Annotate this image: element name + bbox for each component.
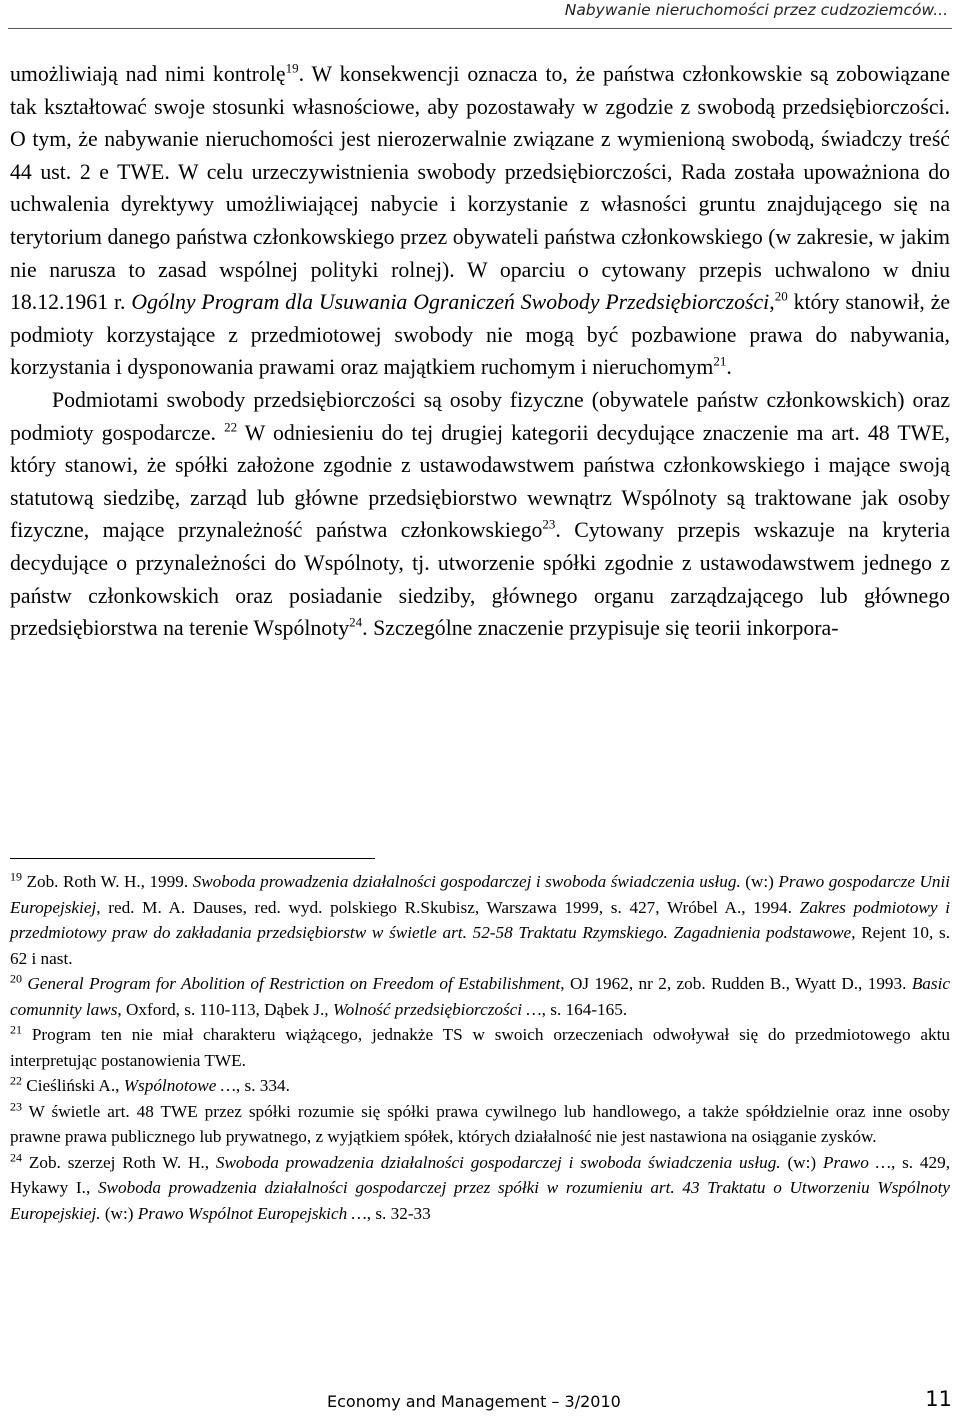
italic-title: Wolność przedsiębiorczości … [332,999,542,1019]
text-run: (w:) [100,1203,138,1223]
footnote-23 [10,1099,950,1150]
text-run: Podmiotami swobody przedsiębiorczości są osoby fizyczne (obywatele państw członkowskich) oraz podmioty gospodarcze. [10,387,950,445]
italic-title: Ogólny Program dla Usuwania Ograniczeń Swobody Przedsiębiorczości [131,290,770,315]
text-run: który stanowił, że podmioty korzystające z przedmiotowej swobody nie mogą być pozbawione prawa do nabywania, korzystania i dysponowania prawami oraz majątkiem ruchomym i nieruchomym [10,290,950,380]
text-run: Zob. szerzej Roth W. H., [22,1152,216,1172]
text-run: (w:) [780,1152,823,1172]
footnote-20 [10,971,950,1022]
main-text [10,58,950,645]
text-run: . W konsekwencji oznacza to, że państwa członkowskie są zobowiązane tak kształtować swoje stosunki własnościowe, aby pozostawały w zgodzie z swobodą przedsiębiorczości. O tym, że nabywanie nieruchomości jest nierozerwalnie związane z wymienioną swobodą, świadczy treść 44 ust. 2 e TWE. W celu urzeczywistnienia swobody przedsiębiorczości, Rada została upoważniona do uchwalenia dyrektywy umożliwiającej nabycie i korzystanie z własności gruntu znajdującego się na terytorium danego państwa członkowskiego przez obywateli państwa członkowskiego (w zakresie, w jakim nie narusza to zasad wspólnej polityki rolnej). W oparciu o cytowany przepis uchwalono w dniu 18.12.1961 r. [10,62,950,315]
footnote-separator [10,858,375,859]
italic-title: General Program for Abolition of Restriction on Freedom of Estabilishment [22,974,561,993]
header-divider [8,28,952,29]
text-run: . [726,355,732,380]
text-run: , s. 334. [235,1076,290,1095]
italic-title: Wspólnotowe … [123,1076,236,1095]
footnote-number: 23 [10,1098,22,1113]
text-run: , Oxford, s. 110-113, Dąbek J., [117,999,333,1019]
text-run: W odniesieniu do tej drugiej kategorii decydujące znaczenie ma art. 48 TWE, który stanowi, że spółki założone zgodnie z ustawodawstwem państwa członkowskiego i mające swoją statutową siedzibę, zarząd lub główne przedsiębiorstwo wewnątrz Wspólnoty są traktowane jak osoby fizyczne, mające przynależność państwa członkowskiego [10,420,950,543]
page-footer [0,1386,960,1414]
italic-title: Prawo Wspólnot Europejskich … [137,1203,367,1223]
italic-title: Zakres podmiotowy i przedmiotowy praw do zakładania przedsiębiorstw w świetle art. 52-58 Traktatu Rzymskiego. Zagadnienia podstawowe [10,897,950,942]
footnote-number: 22 [10,1073,22,1088]
footnote-ref-24[interactable]: 24 [349,614,363,630]
italic-title: Swoboda prowadzenia działalności gospodarczej i swoboda świadczenia usług. [192,872,741,891]
italic-title: Basic comunnity laws [10,974,950,1019]
footnote-ref-22[interactable]: 22 [224,419,238,435]
text-run: , s. 32-33 [366,1203,431,1223]
italic-title: Swoboda prowadzenia działalności gospodarczej przez spółki w rozumieniu art. 43 Traktatu o Utworzeniu Wspólnoty Europejskiej. [10,1178,950,1223]
text-run: . Cytowany przepis wskazuje na kryteria decydujące o przynależności do Wspólnoty, tj. utworzenie spółki zgodnie z ustawodawstwem jednego z państw członkowskich oraz posiadanie siedziby, głównego organu zarządzającego lub głównego przedsiębiorstwa na terenie Wspólnoty [10,518,950,641]
footnote-number: 20 [10,971,22,986]
text-run: , s. 429, Hykawy I., [10,1152,951,1197]
footnote-number: 24 [10,1149,22,1164]
journal-name: Economy and Management – 3/2010 [327,1392,621,1411]
italic-title: Prawo gospodarcze Unii Europejskiej [10,872,951,917]
italic-title: Prawo … [822,1152,891,1172]
page-number: 11 [925,1387,952,1411]
footnote-ref-23[interactable]: 23 [542,517,556,533]
text-run: Cieśliński A., [22,1076,124,1095]
text-run: , Rejent 10, s. 62 i nast. [10,923,950,968]
footnote-ref-21[interactable]: 21 [713,354,727,370]
paragraph-2 [10,384,950,645]
text-run: . Szczególne znaczenie przypisuje się teorii inkorpora- [362,616,839,641]
footnote-ref-20[interactable]: 20 [774,288,788,304]
footnote-19 [10,869,950,971]
running-header: Nabywanie nieruchomości przez cudzoziemców... [564,1,948,19]
text-run: Program ten nie miał charakteru wiążącego, jednakże TS w swoich orzeczeniach odwoływał się do przedmiotowego aktu interpretując postanowienia TWE. [10,1025,950,1070]
footnote-21 [10,1022,950,1073]
text-run: umożliwiają nad nimi kontrolę [10,62,286,86]
italic-title: Swoboda prowadzenia działalności gospodarczej i swoboda świadczenia usług. [215,1152,781,1172]
footnote-24 [10,1150,950,1227]
text-run: , red. M. A. Dauses, red. wyd. polskiego R.Skubisz, Warszawa 1999, s. 427, Wróbel A., 1994. [96,897,800,917]
footnote-number: 19 [10,869,22,884]
text-run: W świetle art. 48 TWE przez spółki rozumie się spółki prawa cywilnego lub handlowego, a także spółdzielnie oraz inne osoby prawne prawa publicznego lub prywatnego, z wyjątkiem spółek, których działalność nie jest nastawiona na osiąganie zysków. [10,1101,950,1146]
text-run: , [769,290,775,315]
text-run: , OJ 1962, nr 2, zob. Rudden B., Wyatt D., 1993. [560,974,912,993]
paragraph-1 [10,58,950,384]
footnote-number: 21 [10,1022,22,1037]
footnote-22 [10,1073,950,1099]
footnote-ref-19[interactable]: 19 [285,60,299,76]
text-run: Zob. Roth W. H., 1999. [22,872,193,891]
text-run: , s. 164-165. [541,999,628,1019]
text-run: (w:) [740,872,779,891]
footnotes [10,869,950,1226]
